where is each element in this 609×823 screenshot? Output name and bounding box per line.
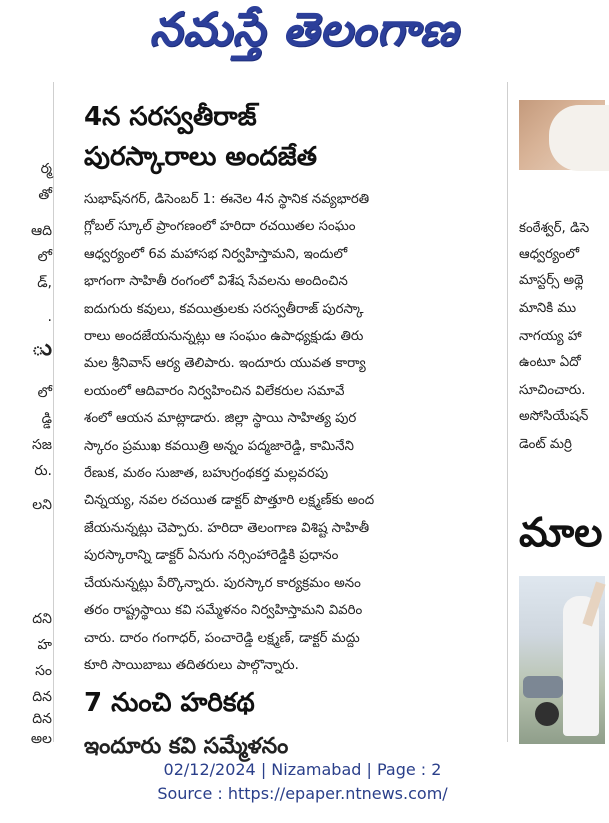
right-line: సూచించారు. [519,383,586,398]
article-line: మల శ్రీనివాస్ ఆర్య తెలిపారు. ఇందూరు యువత కార్యా [84,356,366,372]
right-headline-fragment: మాల [519,510,603,556]
right-line: మానికి ము [519,301,577,316]
right-line: నాగయ్య హా [519,329,582,344]
left-fragment: ు [31,336,52,361]
left-fragment: లో [37,385,52,401]
article-line: లయంలో ఆదివారం నిర్వహించిన విలేకరుల సమావే [84,383,345,399]
photo-bike [535,702,559,726]
article-line: భాగంగా సాహితీ రంగంలో విశేష సేవలను అందించిన [84,274,348,290]
left-fragment: రు. [34,463,52,479]
masthead [0,0,605,82]
article-line: రేణుక, మఠం సుజాత, బహుగ్రంథకర్త మల్లవరపు [84,466,329,482]
article-line: గ్లోబల్ స్కూల్ ప్రాంగణంలో హరిదా రచయితల సంఘం [84,219,356,235]
left-fragment: డ్డి [41,411,52,427]
footer-source: Source : https://epaper.ntnews.com/ [157,784,448,803]
article-line: జేయనున్నట్లు చెప్పారు. హరిదా తెలంగాణ విశిష్ట సాహితీ [84,520,370,536]
article-line: తరం రాష్ట్రస్థాయి కవి సమ్మేళనం నిర్వహిస్తామని వివరిం [84,603,363,619]
next-article-subhead: ఇందూరు కవి సమ్మేళనం [84,734,289,759]
article-body [84,186,494,679]
left-fragment: దిన [32,689,52,705]
photo-vehicle [523,676,563,698]
left-fragment: లో [37,249,52,265]
next-article-subhead-cut [84,730,384,759]
event-photo [519,576,605,744]
article-headline-line2: పురస్కారాలు అందజేత [84,142,317,172]
left-fragment: ఆది [30,223,52,239]
article-line: చిన్నయ్య, నవల రచయిత డాక్టర్ పొత్తూరి లక్ష్మణ్‌కు అంద [84,493,375,509]
left-fragment: హ [37,637,52,653]
left-fragment: లని [32,497,52,513]
right-line: ఆధ్వర్యంలో [519,247,580,262]
article-line: చారు. దారం గంగాధర్, పంచారెడ్డి లక్ష్మణ్, డాక్టర్ మద్దు [84,630,360,646]
article-line: ఆధ్వర్యంలో 6వ మహాసభ నిర్వహిస్తామని, ఇందులో [84,246,348,262]
next-article-headline: 7 నుంచి హరికథ [84,688,255,718]
left-column-fragment [0,82,52,747]
left-fragment: ర్మ [40,161,52,177]
left-fragment: తో [38,187,52,203]
article-line: కూరి సాయిబాబు తదితరులు పాల్గొన్నారు. [84,657,299,673]
article-line: రాలు అందజేయనున్నట్లు ఆ సంఘం ఉపాధ్యక్షుడు తిరు [84,329,364,345]
right-line: కంఠేశ్వర్, డిసె [519,221,590,236]
article-headline-line1: 4న సరస్వతీరాజ్ [84,102,257,132]
right-line: మాస్టర్స్ అథ్లె [519,273,584,288]
article-line: ఐదుగురు కవులు, కవయిత్రులకు సరస్వతీరాజ్ పురస్కా [84,301,364,317]
right-line: ఉంటూ ఏదో [519,355,581,370]
article-line: పురస్కారాన్ని డాక్టర్ ఏనుగు నర్సింహారెడ్డికి ప్రధానం [84,548,339,564]
left-fragment: దిన [32,711,52,727]
column-divider-left [53,82,54,742]
newspaper-title: నమస్తే తెలంగాణ [149,2,459,56]
left-fragment: సం [35,663,52,679]
left-fragment: సజ [31,437,52,453]
article-line: స్కారం ప్రముఖ కవయిత్రి అన్నం పద్మజారెడ్డి, కామినేని [84,438,354,454]
footer-date-edition: 02/12/2024 | Nizamabad | Page : 2 [163,760,442,779]
left-fragment: డ్, [37,275,52,291]
left-fragment: దని [32,611,52,627]
right-line: డెంట్ మర్రి [519,437,572,452]
article-line: సుభాష్‌నగర్, డిసెంబర్ 1: ఈనెల 4న స్థానిక నవ్యభారతి [84,192,370,207]
article-line: చేయనున్నట్లు పేర్కొన్నారు. పురస్కార కార్యక్రమం అనం [84,575,361,591]
article-line: శంలో ఆయన మాట్లాడారు. జిల్లా స్థాయి సాహిత్య పుర [84,411,357,427]
column-divider-right [507,82,508,742]
left-fragment: . [47,309,52,325]
left-fragment: అల [30,731,52,747]
right-line: అసోసియేషన్ [519,409,589,424]
